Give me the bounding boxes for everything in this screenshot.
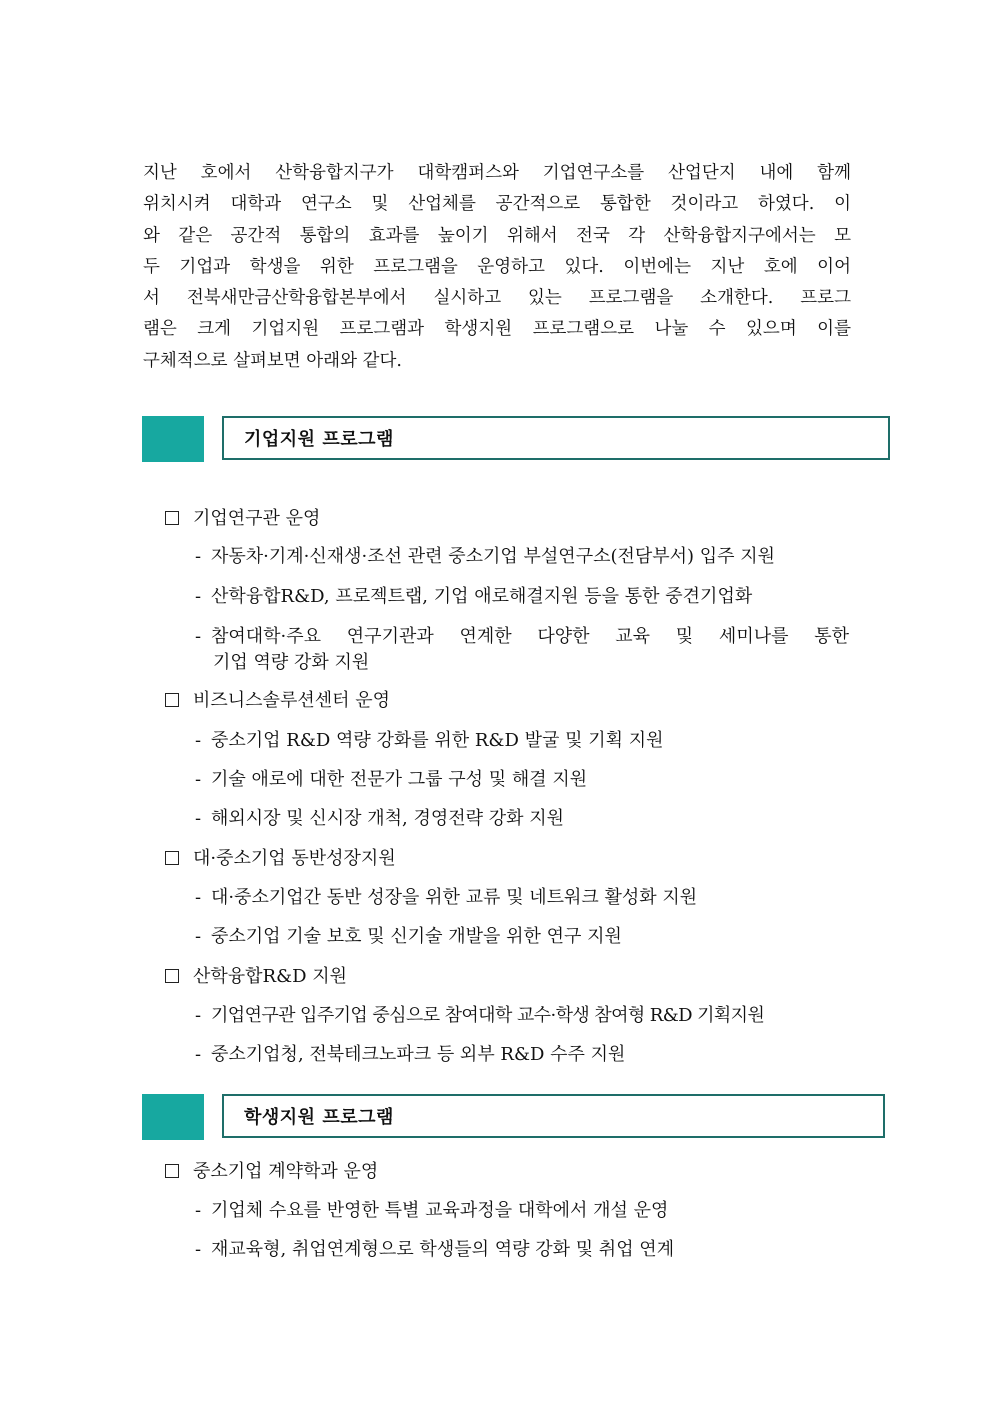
dash-bullet-icon: - xyxy=(195,926,202,947)
checkbox-square-icon xyxy=(165,851,179,865)
sub-item-text: 기업연구관 입주기업 중심으로 참여대학 교수·학생 참여형 R&D 기획지원 xyxy=(211,1005,765,1026)
section-title: 학생지원 프로그램 xyxy=(244,1107,394,1128)
list-item xyxy=(165,844,396,870)
checkbox-square-icon xyxy=(165,969,179,983)
section-accent-block xyxy=(142,416,204,462)
sub-item xyxy=(195,765,587,791)
sub-item-text: 중소기업청, 전북테크노파크 등 외부 R&D 수주 지원 xyxy=(211,1044,626,1065)
dash-bullet-icon: - xyxy=(195,1239,202,1260)
sub-item xyxy=(195,922,622,948)
dash-bullet-icon: - xyxy=(195,1044,202,1065)
sub-item xyxy=(195,582,752,608)
intro-line: 서 전북새만금산학융합본부에서 실시하고 있는 프로그램을 소개한다. 프로그 xyxy=(143,288,851,309)
list-item xyxy=(165,962,347,988)
sub-item-text: 자동차·기계·신재생·조선 관련 중소기업 부설연구소(전담부서) 입주 지원 xyxy=(211,546,776,567)
checkbox-square-icon xyxy=(165,511,179,525)
intro-line: 지난 호에서 산학융합지구가 대학캠퍼스와 기업연구소를 산업단지 내에 함께 xyxy=(143,163,851,183)
checkbox-square-icon xyxy=(165,693,179,707)
list-item xyxy=(165,686,390,712)
dash-bullet-icon: - xyxy=(195,1005,202,1026)
sub-item-text: 중소기업 기술 보호 및 신기술 개발을 위한 연구 지원 xyxy=(211,926,622,947)
dash-bullet-icon: - xyxy=(195,586,202,607)
dash-bullet-icon: - xyxy=(195,887,202,908)
checkbox-square-icon xyxy=(165,1164,179,1178)
sub-item xyxy=(195,542,775,568)
sub-item-text: 참여대학·주요 연구기관과 연계한 다양한 교육 및 세미나를 통한 xyxy=(211,626,849,647)
section-header-student xyxy=(222,1094,885,1138)
list-item xyxy=(165,504,320,530)
intro-line: 와 같은 공간적 통합의 효과를 높이기 위해서 전국 각 산학융합지구에서는 모 xyxy=(143,225,851,246)
sub-item-text: 대·중소기업간 동반 성장을 위한 교류 및 네트워크 활성화 지원 xyxy=(211,887,698,908)
item-label: 대·중소기업 동반성장지원 xyxy=(193,848,396,869)
section-header-corporate xyxy=(222,416,890,460)
sub-item xyxy=(195,883,697,909)
sub-item xyxy=(195,1235,674,1261)
intro-line: 구체적으로 살펴보면 아래와 같다. xyxy=(143,350,402,371)
intro-line: 위치시켜 대학과 연구소 및 산업체를 공간적으로 통합한 것이라고 하였다. 이 xyxy=(143,194,851,215)
section-accent-block xyxy=(142,1094,204,1140)
sub-item xyxy=(195,1196,668,1222)
intro-line: 두 기업과 학생을 위한 프로그램을 운영하고 있다. 이번에는 지난 호에 이어 xyxy=(143,256,851,277)
sub-item xyxy=(195,1040,625,1066)
dash-bullet-icon: - xyxy=(195,769,202,790)
dash-bullet-icon: - xyxy=(195,546,202,567)
dash-bullet-icon: - xyxy=(195,626,202,647)
item-label: 중소기업 계약학과 운영 xyxy=(193,1161,379,1182)
sub-item-continuation: 기업 역량 강화 지원 xyxy=(213,652,370,673)
item-label: 비즈니스솔루션센터 운영 xyxy=(193,690,390,711)
sub-item xyxy=(195,622,851,648)
intro-paragraph xyxy=(143,158,851,377)
sub-item-text: 해외시장 및 신시장 개척, 경영전략 강화 지원 xyxy=(211,808,565,829)
sub-item-text: 재교육형, 취업연계형으로 학생들의 역량 강화 및 취업 연계 xyxy=(211,1239,675,1260)
sub-item xyxy=(195,726,664,752)
sub-item-text: 산학융합R&D, 프로젝트랩, 기업 애로해결지원 등을 통한 중견기업화 xyxy=(211,586,753,607)
sub-item-text: 중소기업 R&D 역량 강화를 위한 R&D 발굴 및 기획 지원 xyxy=(211,730,664,751)
intro-line: 램은 크게 기업지원 프로그램과 학생지원 프로그램으로 나눌 수 있으며 이를 xyxy=(143,319,851,340)
item-label: 기업연구관 운영 xyxy=(193,508,321,529)
sub-item xyxy=(195,1001,764,1027)
sub-item-text: 기술 애로에 대한 전문가 그룹 구성 및 해결 지원 xyxy=(211,769,588,790)
sub-item-text: 기업체 수요를 반영한 특별 교육과정을 대학에서 개설 운영 xyxy=(211,1200,669,1221)
list-item xyxy=(165,1157,378,1183)
sub-item xyxy=(195,804,564,830)
dash-bullet-icon: - xyxy=(195,808,202,829)
section-title: 기업지원 프로그램 xyxy=(244,429,394,450)
dash-bullet-icon: - xyxy=(195,730,202,751)
item-label: 산학융합R&D 지원 xyxy=(193,966,348,987)
dash-bullet-icon: - xyxy=(195,1200,202,1221)
